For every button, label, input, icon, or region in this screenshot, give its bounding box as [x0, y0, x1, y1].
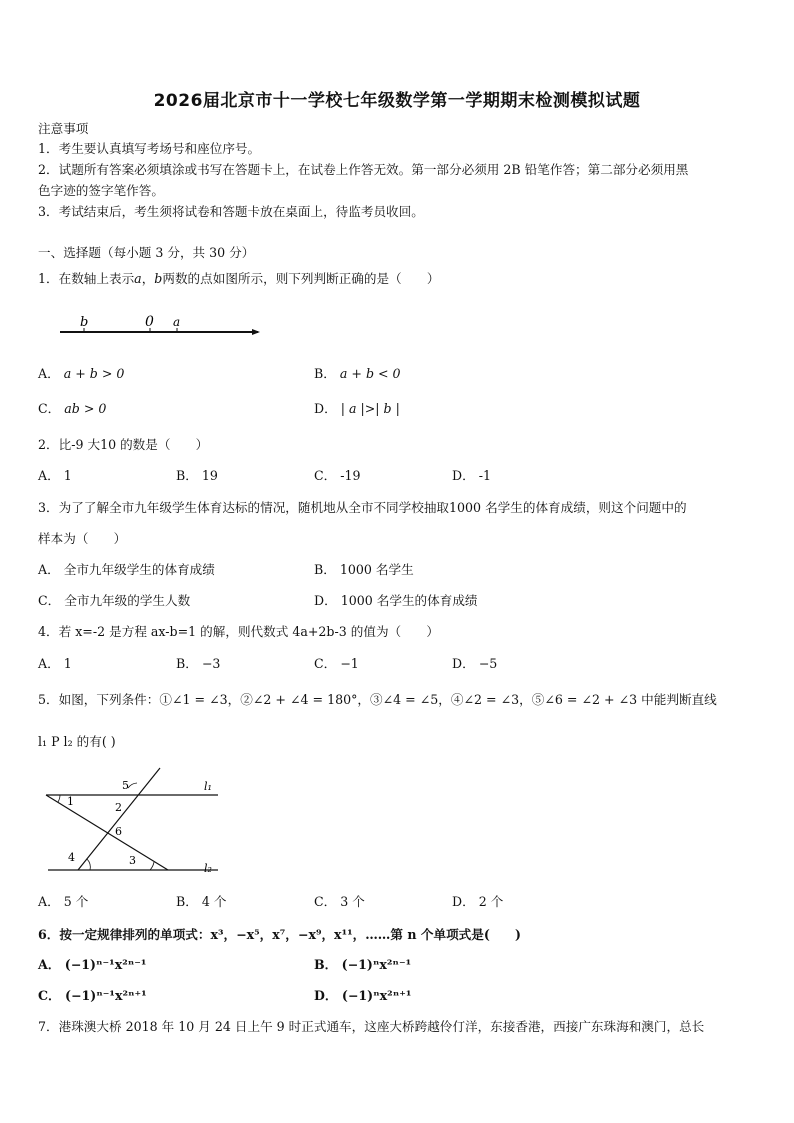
option-text: 3 个: [340, 894, 365, 909]
option-label: C．: [38, 593, 61, 608]
angle-label-6: 6: [115, 825, 122, 838]
number-line-arrow: [252, 329, 260, 335]
option-text: 1: [63, 468, 72, 483]
q2-stem: 2．比-9 大10 的数是（ ）: [38, 437, 209, 452]
transversal-2: [78, 768, 160, 870]
q1-option-d[interactable]: [314, 401, 400, 417]
notice-heading: 注意事项: [38, 121, 89, 136]
option-text: −5: [478, 656, 498, 671]
q6-stem: 6．按一定规律排列的单项式：x³，−x⁵，x⁷，−x⁹，x¹¹，……第 n 个单项式是( ): [38, 927, 521, 942]
option-label: B．: [314, 366, 336, 381]
angle-label-3: 3: [129, 854, 136, 867]
q4-option-b[interactable]: [176, 656, 220, 672]
transversal-1: [46, 795, 168, 870]
q3-stem: 样本为（ ）: [38, 531, 127, 546]
option-text: ab > 0: [64, 401, 107, 416]
q5-stem: l₁ P l₂ 的有( ): [38, 734, 116, 749]
option-label: B．: [314, 957, 338, 972]
option-label: D．: [314, 988, 338, 1003]
q6-option-c[interactable]: [38, 988, 147, 1004]
q2-option-a[interactable]: [38, 468, 72, 484]
option-text: 4 个: [201, 894, 227, 909]
option-label: D．: [452, 656, 475, 671]
option-text: 19: [201, 468, 218, 483]
option-text: (−1)ⁿx²ⁿ⁻¹: [341, 957, 412, 972]
option-text: a + b < 0: [339, 366, 401, 381]
q2-option-b[interactable]: [176, 468, 218, 484]
q4-option-d[interactable]: [452, 656, 497, 672]
option-label: D．: [452, 894, 475, 909]
line-label-l2: l₂: [204, 862, 212, 875]
q1-stem-part: 1．在数轴上表示: [38, 271, 135, 286]
q1-stem-part: 两数的点如图所示，则下列判断正确的是（ ）: [162, 271, 440, 286]
q5-stem: 5．如图，下列条件：①∠1 = ∠3，②∠2 + ∠4 = 180°，③∠4 = ∠5，④∠2 = ∠3，⑤∠6 = ∠2 + ∠3 中能判断直线: [38, 692, 717, 707]
option-label: B．: [176, 894, 198, 909]
option-label: D．: [452, 468, 475, 483]
option-text: | a |>| b |: [340, 401, 400, 416]
q3-stem: 3．为了了解全市九年级学生体育达标的情况，随机地从全市不同学校抽取1000 名学生的体育成绩，则这个问题中的: [38, 500, 687, 515]
option-label: B．: [314, 562, 336, 577]
page-title: 2026届北京市十一学校七年级数学第一学期期末检测模拟试题: [153, 91, 641, 111]
option-label: A．: [38, 562, 60, 577]
option-label: B．: [176, 468, 198, 483]
option-text: 全市九年级学生的体育成绩: [63, 562, 215, 577]
option-label: C．: [314, 656, 337, 671]
q1-option-b[interactable]: [314, 366, 401, 382]
q6-option-d[interactable]: [314, 988, 411, 1004]
section-heading: 一、选择题（每小题 3 分，共 30 分）: [38, 245, 255, 260]
notice-item: 2．试题所有答案必须填涂或书写在答题卡上，在试卷上作答无效。第一部分必须用 2B 铅笔作答；第二部分必须用黑: [38, 162, 689, 177]
option-text: 1000 名学生的体育成绩: [340, 593, 478, 608]
q4-option-c[interactable]: [314, 656, 359, 672]
q1-var-a: a: [134, 271, 142, 286]
option-text: 1: [63, 656, 72, 671]
q1-option-a[interactable]: [38, 366, 124, 382]
parallel-lines-figure: [40, 766, 230, 878]
option-text: −1: [340, 656, 359, 671]
q4-stem: 4．若 x=-2 是方程 ax-b=1 的解，则代数式 4a+2b-3 的值为（ ）: [38, 624, 439, 639]
option-text: (−1)ⁿx²ⁿ⁺¹: [341, 988, 412, 1003]
option-text: (−1)ⁿ⁻¹x²ⁿ⁻¹: [64, 957, 147, 972]
option-label: B．: [176, 656, 198, 671]
option-label: C．: [38, 401, 61, 416]
q3-option-a[interactable]: [38, 562, 215, 578]
angle-label-5: 5: [122, 779, 129, 792]
option-label: D．: [314, 593, 337, 608]
q1-var-b: b: [154, 271, 163, 286]
q1-stem: [38, 271, 439, 287]
q4-option-a[interactable]: [38, 656, 72, 672]
q1-option-c[interactable]: [38, 401, 106, 417]
option-label: A．: [38, 957, 61, 972]
q6-option-b[interactable]: [314, 957, 411, 973]
q6-option-a[interactable]: [38, 957, 146, 973]
angle-label-4: 4: [68, 851, 75, 864]
number-line-figure: [55, 310, 265, 340]
option-label: D．: [314, 401, 337, 416]
q2-option-d[interactable]: [452, 468, 491, 484]
q5-option-a[interactable]: [38, 894, 88, 910]
option-text: a + b > 0: [63, 366, 125, 381]
notice-item: 3．考试结束后，考生须将试卷和答题卡放在桌面上，待监考员收回。: [38, 204, 424, 219]
line-label-l1: l₁: [204, 780, 212, 793]
option-label: C．: [314, 894, 337, 909]
option-label: C．: [38, 988, 61, 1003]
option-text: -1: [478, 468, 491, 483]
notice-item: 色字迹的签字笔作答。: [38, 183, 164, 198]
notice-item: 1．考生要认真填写考场号和座位序号。: [38, 141, 261, 156]
option-text: 2 个: [478, 894, 504, 909]
q1-stem-part: ，: [141, 271, 155, 286]
option-text: 5 个: [63, 894, 89, 909]
option-text: −3: [201, 656, 221, 671]
axis-label-a: a: [173, 315, 181, 329]
q5-option-c[interactable]: [314, 894, 365, 910]
q3-option-c[interactable]: [38, 593, 190, 609]
q5-option-d[interactable]: [452, 894, 503, 910]
option-label: A．: [38, 366, 60, 381]
option-label: A．: [38, 894, 60, 909]
option-text: (−1)ⁿ⁻¹x²ⁿ⁺¹: [65, 988, 147, 1003]
q3-option-d[interactable]: [314, 593, 478, 609]
option-label: C．: [314, 468, 337, 483]
axis-label-b: b: [80, 315, 89, 330]
angle-label-1: 1: [67, 795, 74, 808]
option-label: A．: [38, 656, 60, 671]
q3-option-b[interactable]: [314, 562, 414, 578]
option-text: 全市九年级的学生人数: [64, 593, 191, 608]
option-text: -19: [340, 468, 361, 483]
option-label: A．: [38, 468, 60, 483]
q5-option-b[interactable]: [176, 894, 227, 910]
angle-label-2: 2: [115, 801, 122, 814]
axis-label-zero: 0: [145, 314, 154, 330]
q2-option-c[interactable]: [314, 468, 361, 484]
q7-stem: 7．港珠澳大桥 2018 年 10 月 24 日上午 9 时正式通车，这座大桥跨越伶仃洋，东接香港，西接广东珠海和澳门，总长: [38, 1019, 705, 1034]
option-text: 1000 名学生: [339, 562, 414, 577]
